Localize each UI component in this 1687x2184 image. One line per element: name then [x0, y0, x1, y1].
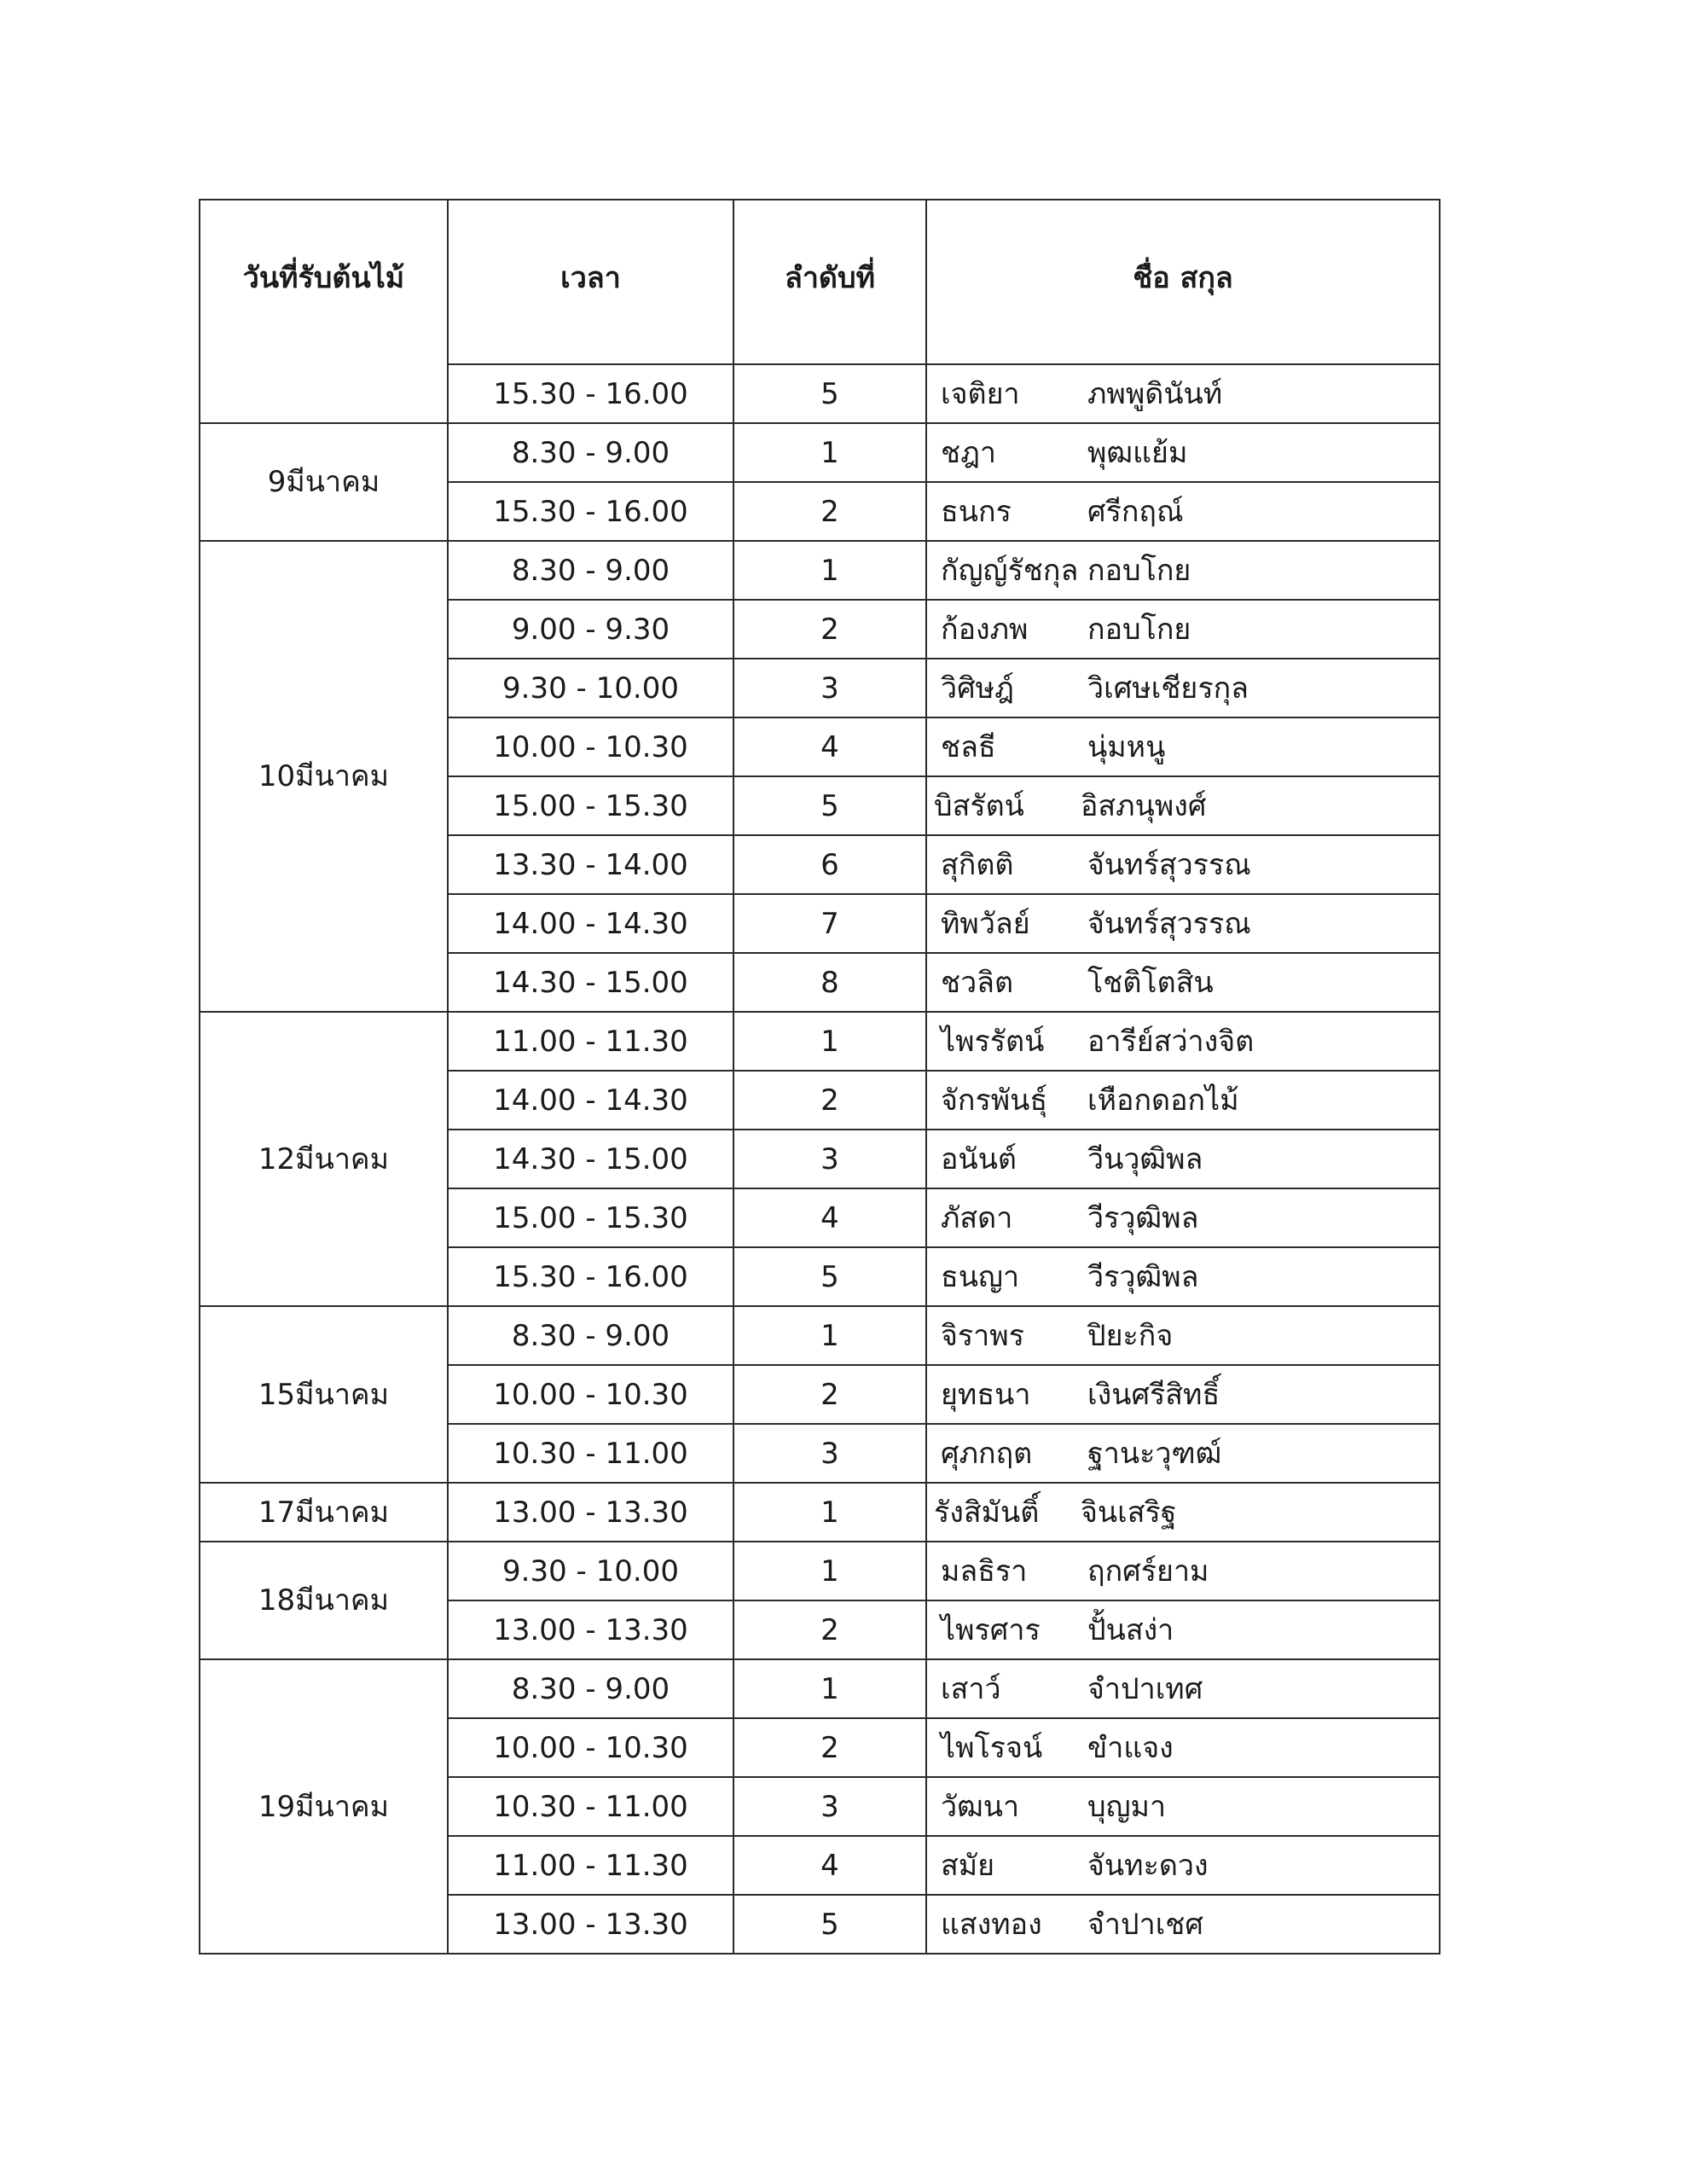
- name-cell: [926, 541, 1440, 600]
- name-wrap: [927, 965, 1439, 1000]
- name-wrap: [927, 553, 1439, 588]
- name-wrap: [927, 1671, 1439, 1706]
- time-cell: 9.30 - 10.00: [448, 659, 733, 717]
- name-wrap: [927, 1141, 1439, 1176]
- time-cell: 13.00 - 13.30: [448, 1483, 733, 1542]
- header-time: เวลา: [448, 200, 733, 364]
- time-cell: 14.30 - 15.00: [448, 953, 733, 1012]
- first-name: จิราพร: [941, 1318, 1024, 1353]
- time-cell: 9.00 - 9.30: [448, 600, 733, 659]
- first-name: ชวลิต: [941, 965, 1014, 1000]
- first-name: ไพรรัตน์: [941, 1024, 1045, 1059]
- time-cell: 8.30 - 9.00: [448, 1659, 733, 1718]
- name-wrap: [927, 1377, 1439, 1412]
- sequence-cell: 2: [733, 1718, 926, 1777]
- sequence-cell: 1: [733, 541, 926, 600]
- first-name: วิศิษฎ์: [941, 671, 1014, 706]
- sequence-cell: 4: [733, 1188, 926, 1247]
- name-wrap: [927, 671, 1439, 706]
- sequence-cell: 1: [733, 1012, 926, 1071]
- date-cell: 17มีนาคม: [200, 1483, 448, 1542]
- first-name: ไพโรจน์: [941, 1730, 1043, 1765]
- table-row: [200, 423, 1440, 482]
- name-wrap: [927, 1495, 1439, 1530]
- name-cell: [926, 1659, 1440, 1718]
- name-wrap: [927, 1789, 1439, 1824]
- name-wrap: [927, 1848, 1439, 1883]
- header-row: [200, 200, 1440, 364]
- first-name: สมัย: [941, 1848, 995, 1883]
- sequence-cell: 2: [733, 600, 926, 659]
- name-wrap: [927, 729, 1439, 764]
- date-cell: 9มีนาคม: [200, 423, 448, 541]
- name-cell: [926, 423, 1440, 482]
- first-name: วัฒนา: [941, 1789, 1020, 1824]
- first-name: ก้องภพ: [941, 612, 1029, 647]
- name-cell: [926, 1424, 1440, 1483]
- name-wrap: [927, 847, 1439, 882]
- last-name: เงินศรีสิทธิ์: [1087, 1377, 1220, 1412]
- name-cell: [926, 482, 1440, 541]
- name-wrap: [927, 1318, 1439, 1353]
- first-name: บิสรัตน์: [934, 788, 1024, 823]
- first-name: กัญญ์รัชกุล: [941, 553, 1079, 588]
- name-cell: [926, 894, 1440, 953]
- sequence-cell: 1: [733, 1542, 926, 1600]
- table-row: [200, 541, 1440, 600]
- date-cell: 12มีนาคม: [200, 1012, 448, 1306]
- last-name: ปิยะกิจ: [1087, 1318, 1174, 1353]
- first-name: ยุทธนา: [941, 1377, 1031, 1412]
- date-cell: 10มีนาคม: [200, 541, 448, 1012]
- first-name: มลธิรา: [941, 1554, 1028, 1589]
- first-name: ธนกร: [941, 494, 1012, 529]
- sequence-cell: 1: [733, 1483, 926, 1542]
- last-name: ภพพูดินันท์: [1087, 376, 1223, 411]
- date-cell: 15มีนาคม: [200, 1306, 448, 1483]
- name-cell: [926, 1012, 1440, 1071]
- last-name: จันทร์สุวรรณ: [1087, 906, 1251, 941]
- sequence-cell: 1: [733, 423, 926, 482]
- name-wrap: [927, 1083, 1439, 1118]
- sequence-cell: 2: [733, 1071, 926, 1130]
- name-cell: [926, 1365, 1440, 1424]
- time-cell: 15.30 - 16.00: [448, 482, 733, 541]
- sequence-cell: 6: [733, 835, 926, 894]
- name-cell: [926, 1247, 1440, 1306]
- name-wrap: [927, 788, 1439, 823]
- name-wrap: [927, 376, 1439, 411]
- name-cell: [926, 1542, 1440, 1600]
- time-cell: 10.00 - 10.30: [448, 717, 733, 776]
- first-name: ศุภกฤต: [941, 1436, 1033, 1471]
- header-date: วันที่รับต้นไม้: [200, 200, 448, 423]
- time-cell: 13.30 - 14.00: [448, 835, 733, 894]
- last-name: จินเสริฐ: [1081, 1495, 1177, 1530]
- sequence-cell: 3: [733, 659, 926, 717]
- first-name: ภัสดา: [941, 1200, 1013, 1235]
- time-cell: 14.00 - 14.30: [448, 1071, 733, 1130]
- name-cell: [926, 776, 1440, 835]
- name-wrap: [927, 1024, 1439, 1059]
- time-cell: 10.30 - 11.00: [448, 1424, 733, 1483]
- time-cell: 14.30 - 15.00: [448, 1130, 733, 1188]
- name-wrap: [927, 1907, 1439, 1942]
- last-name: จันทะดวง: [1087, 1848, 1209, 1883]
- last-name: ฐานะวุฑฒ์: [1087, 1436, 1222, 1471]
- first-name: แสงทอง: [941, 1907, 1042, 1942]
- name-cell: [926, 1306, 1440, 1365]
- time-cell: 13.00 - 13.30: [448, 1895, 733, 1954]
- time-cell: 8.30 - 9.00: [448, 1306, 733, 1365]
- name-cell: [926, 835, 1440, 894]
- name-cell: [926, 717, 1440, 776]
- last-name: จำปาเทศ: [1087, 1671, 1203, 1706]
- sequence-cell: 5: [733, 364, 926, 423]
- table-row: [200, 1012, 1440, 1071]
- name-cell: [926, 1718, 1440, 1777]
- sequence-cell: 4: [733, 1836, 926, 1895]
- table-row: [200, 1306, 1440, 1365]
- time-cell: 10.00 - 10.30: [448, 1365, 733, 1424]
- sequence-cell: 1: [733, 1659, 926, 1718]
- sequence-cell: 1: [733, 1306, 926, 1365]
- last-name: วีรวุฒิพล: [1087, 1200, 1199, 1235]
- name-cell: [926, 364, 1440, 423]
- first-name: ชฎา: [941, 435, 996, 470]
- last-name: พุฒแย้ม: [1087, 435, 1188, 470]
- first-name: อนันต์: [941, 1141, 1017, 1176]
- time-cell: 9.30 - 10.00: [448, 1542, 733, 1600]
- sequence-cell: 2: [733, 482, 926, 541]
- first-name: เสาว์: [941, 1671, 1001, 1706]
- name-wrap: [927, 435, 1439, 470]
- last-name: วิเศษเชียรกุล: [1087, 671, 1249, 706]
- last-name: อารีย์สว่างจิต: [1087, 1024, 1255, 1059]
- first-name: ไพรศาร: [941, 1612, 1041, 1647]
- last-name: บุญมา: [1087, 1789, 1167, 1824]
- table-row: [200, 1542, 1440, 1600]
- first-name: ธนญา: [941, 1259, 1020, 1294]
- name-wrap: [927, 494, 1439, 529]
- name-cell: [926, 1777, 1440, 1836]
- time-cell: 8.30 - 9.00: [448, 423, 733, 482]
- name-wrap: [927, 1612, 1439, 1647]
- name-wrap: [927, 906, 1439, 941]
- time-cell: 13.00 - 13.30: [448, 1600, 733, 1659]
- time-cell: 8.30 - 9.00: [448, 541, 733, 600]
- name-wrap: [927, 1730, 1439, 1765]
- table-row: [200, 1483, 1440, 1542]
- sequence-cell: 5: [733, 1247, 926, 1306]
- name-cell: [926, 1600, 1440, 1659]
- sequence-cell: 5: [733, 776, 926, 835]
- name-cell: [926, 953, 1440, 1012]
- name-cell: [926, 1130, 1440, 1188]
- name-cell: [926, 1895, 1440, 1954]
- last-name: ปั้นสง่า: [1087, 1612, 1174, 1647]
- name-wrap: [927, 1554, 1439, 1589]
- schedule-table: [199, 199, 1441, 1955]
- name-cell: [926, 659, 1440, 717]
- time-cell: 15.30 - 16.00: [448, 1247, 733, 1306]
- last-name: เหือกดอกไม้: [1087, 1083, 1239, 1118]
- last-name: ฤกศร์ยาม: [1087, 1554, 1209, 1589]
- sequence-cell: 3: [733, 1424, 926, 1483]
- table-row: [200, 1659, 1440, 1718]
- name-wrap: [927, 612, 1439, 647]
- sequence-cell: 5: [733, 1895, 926, 1954]
- last-name: จันทร์สุวรรณ: [1087, 847, 1251, 882]
- time-cell: 15.00 - 15.30: [448, 1188, 733, 1247]
- last-name: วีรวุฒิพล: [1087, 1259, 1199, 1294]
- time-cell: 15.00 - 15.30: [448, 776, 733, 835]
- time-cell: 15.30 - 16.00: [448, 364, 733, 423]
- first-name: ทิพวัลย์: [941, 906, 1030, 941]
- time-cell: 11.00 - 11.30: [448, 1836, 733, 1895]
- first-name: รังสิมันติ์: [934, 1495, 1040, 1530]
- last-name: ศรีกฤณ์: [1087, 494, 1184, 529]
- time-cell: 10.00 - 10.30: [448, 1718, 733, 1777]
- first-name: เจติยา: [941, 376, 1020, 411]
- last-name: กอบโกย: [1087, 612, 1191, 647]
- last-name: นุ่มหนู: [1087, 729, 1166, 764]
- name-cell: [926, 1188, 1440, 1247]
- date-cell: 19มีนาคม: [200, 1659, 448, 1954]
- last-name: โชติโตสิน: [1087, 965, 1214, 1000]
- sequence-cell: 7: [733, 894, 926, 953]
- last-name: ขำแจง: [1087, 1730, 1174, 1765]
- name-wrap: [927, 1200, 1439, 1235]
- time-cell: 14.00 - 14.30: [448, 894, 733, 953]
- name-cell: [926, 1836, 1440, 1895]
- last-name: อิสภนุพงศ์: [1081, 788, 1207, 823]
- name-cell: [926, 1071, 1440, 1130]
- time-cell: 11.00 - 11.30: [448, 1012, 733, 1071]
- name-wrap: [927, 1436, 1439, 1471]
- sequence-cell: 4: [733, 717, 926, 776]
- first-name: ชลธี: [941, 729, 996, 764]
- name-cell: [926, 1483, 1440, 1542]
- sequence-cell: 2: [733, 1600, 926, 1659]
- name-cell: [926, 600, 1440, 659]
- time-cell: 10.30 - 11.00: [448, 1777, 733, 1836]
- last-name: วีนวุฒิพล: [1087, 1141, 1203, 1176]
- sequence-cell: 3: [733, 1777, 926, 1836]
- header-name: ชื่อ สกุล: [926, 200, 1440, 364]
- last-name: จำปาเชศ: [1087, 1907, 1203, 1942]
- first-name: สุกิตติ: [941, 847, 1014, 882]
- date-cell: 18มีนาคม: [200, 1542, 448, 1659]
- sequence-cell: 2: [733, 1365, 926, 1424]
- sequence-cell: 8: [733, 953, 926, 1012]
- sequence-cell: 3: [733, 1130, 926, 1188]
- schedule-body: [200, 200, 1440, 1954]
- name-wrap: [927, 1259, 1439, 1294]
- first-name: จักรพันธุ์: [941, 1083, 1048, 1118]
- last-name: กอบโกย: [1087, 553, 1191, 588]
- header-seq: ลำดับที่: [733, 200, 926, 364]
